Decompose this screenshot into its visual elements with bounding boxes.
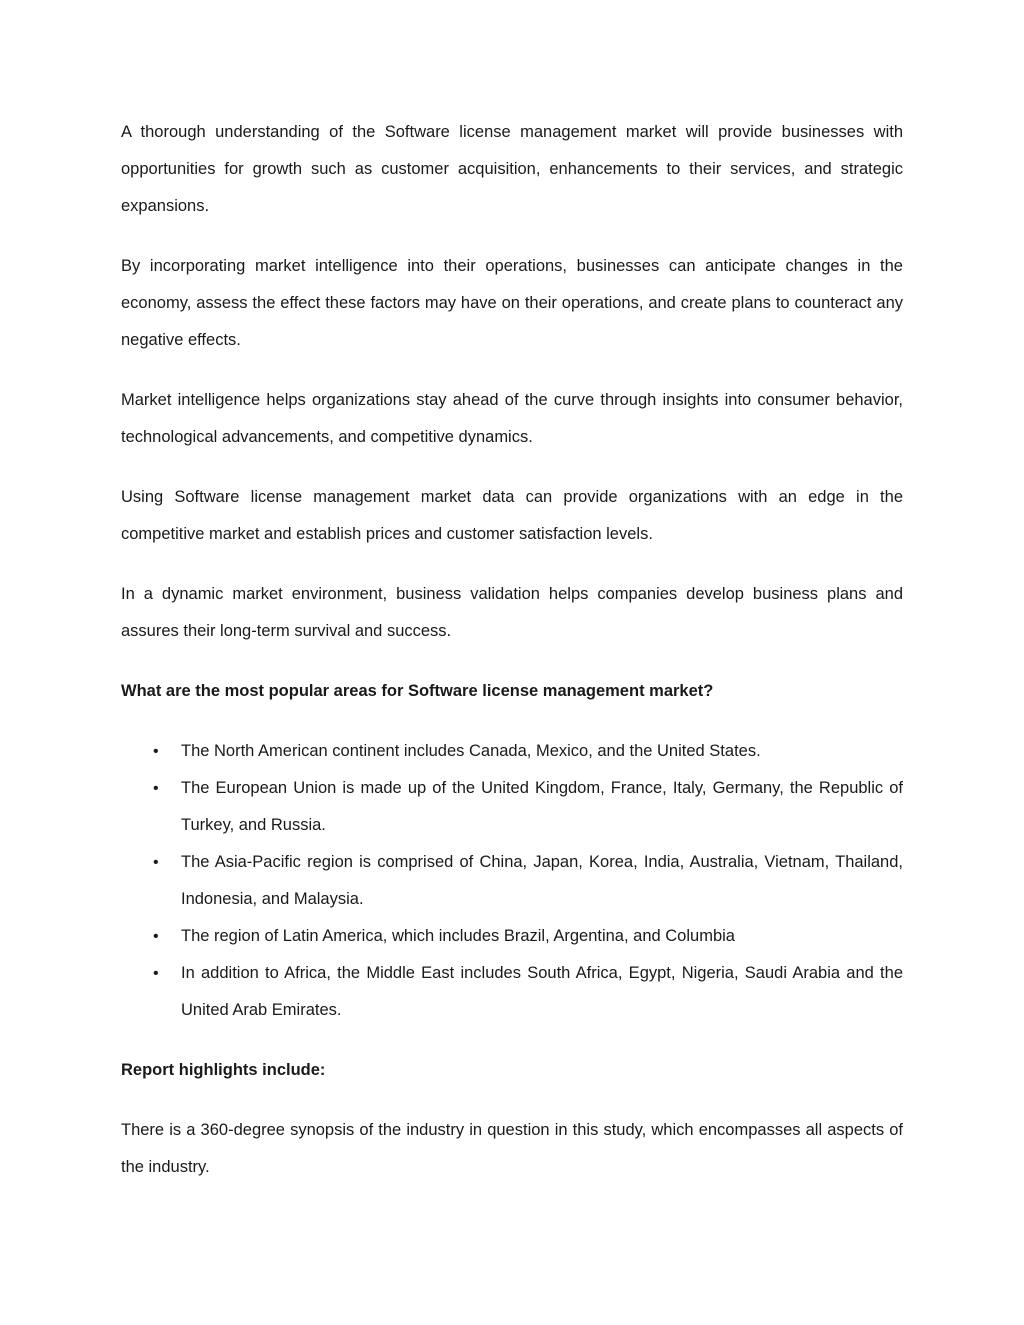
region-text: In addition to Africa, the Middle East includes South Africa, Egypt, Nigeria, Saudi Arabia and the United Arab Emirates. bbox=[181, 964, 903, 1019]
document-page bbox=[121, 114, 903, 1209]
list-item bbox=[121, 770, 903, 844]
intro-paragraph-4: Using Software license management market data can provide organizations with an edge in the competitive market and establish prices and customer satisfaction levels. bbox=[121, 488, 903, 543]
bullet-icon: • bbox=[153, 743, 159, 760]
region-text: The North American continent includes Canada, Mexico, and the United States. bbox=[181, 742, 761, 760]
intro-paragraph-3: Market intelligence helps organizations stay ahead of the curve through insights into consumer behavior, technological advancements, and competitive dynamics. bbox=[121, 391, 903, 446]
regions-heading: What are the most popular areas for Software license management market? bbox=[121, 682, 714, 700]
intro-paragraph-2: By incorporating market intelligence into their operations, businesses can anticipate changes in the economy, assess the effect these factors may have on their operations, and create plans to counteract any negative effects. bbox=[121, 257, 903, 349]
intro-paragraph-5: In a dynamic market environment, business validation helps companies develop business plans and assures their long-term survival and success. bbox=[121, 585, 903, 640]
bullet-icon: • bbox=[153, 965, 159, 982]
list-item bbox=[121, 733, 903, 770]
regions-list bbox=[121, 733, 903, 1029]
region-text: The region of Latin America, which includes Brazil, Argentina, and Columbia bbox=[181, 927, 735, 945]
bullet-icon: • bbox=[153, 928, 159, 945]
list-item bbox=[121, 918, 903, 955]
bullet-icon: • bbox=[153, 780, 159, 797]
bullet-icon: • bbox=[153, 854, 159, 871]
region-text: The European Union is made up of the United Kingdom, France, Italy, Germany, the Republic of Turkey, and Russia. bbox=[181, 779, 903, 834]
highlights-heading: Report highlights include: bbox=[121, 1061, 326, 1079]
intro-paragraph-1: A thorough understanding of the Software license management market will provide businesses with opportunities for growth such as customer acquisition, enhancements to their services, and strategic expansions. bbox=[121, 123, 903, 215]
highlights-paragraph: There is a 360-degree synopsis of the industry in question in this study, which encompasses all aspects of the industry. bbox=[121, 1121, 903, 1176]
list-item bbox=[121, 844, 903, 918]
list-item bbox=[121, 955, 903, 1029]
region-text: The Asia-Pacific region is comprised of China, Japan, Korea, India, Australia, Vietnam, Thailand, Indonesia, and Malaysia. bbox=[181, 853, 903, 908]
